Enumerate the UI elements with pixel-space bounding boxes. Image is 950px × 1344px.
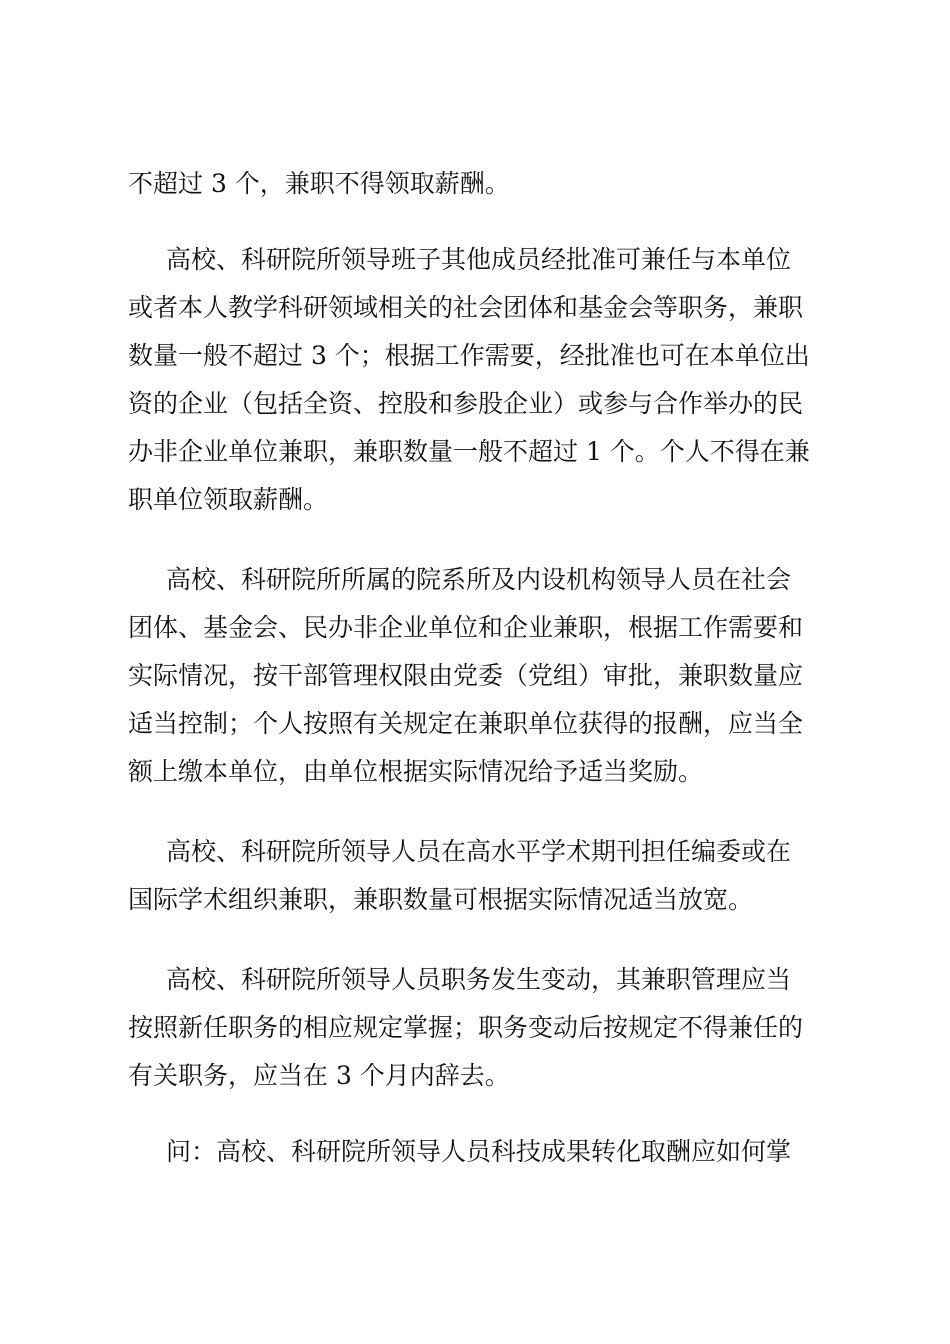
question-line: 问：高校、科研院所领导人员科技成果转化取酬应如何掌 xyxy=(166,1137,792,1166)
paragraph-first-line: 高校、科研院所领导班子其他成员经批准可兼任与本单位 xyxy=(166,245,792,274)
text-line: 职单位领取薪酬。 xyxy=(128,485,329,514)
paragraph-first-line: 高校、科研院所所属的院系所及内设机构领导人员在社会 xyxy=(166,565,792,594)
text-line: 数量一般不超过 3 个；根据工作需要，经批准也可在本单位出 xyxy=(128,341,810,370)
text-line: 资的企业（包括全资、控股和参股企业）或参与合作举办的民 xyxy=(128,389,804,418)
paragraph-first-line: 高校、科研院所领导人员职务发生变动，其兼职管理应当 xyxy=(166,965,792,994)
text-line: 办非企业单位兼职，兼职数量一般不超过 1 个。个人不得在兼 xyxy=(128,437,810,466)
paragraph-first-line: 高校、科研院所领导人员在高水平学术期刊担任编委或在 xyxy=(166,837,792,866)
text-line: 额上缴本单位，由单位根据实际情况给予适当奖励。 xyxy=(128,757,704,786)
text-line: 有关职务，应当在 3 个月内辞去。 xyxy=(128,1061,510,1090)
text-line: 按照新任职务的相应规定掌握；职务变动后按规定不得兼任的 xyxy=(128,1013,804,1042)
text-line: 团体、基金会、民办非企业单位和企业兼职，根据工作需要和 xyxy=(128,613,804,642)
text-line: 不超过 3 个，兼职不得领取薪酬。 xyxy=(128,169,510,198)
text-line: 国际学术组织兼职，兼职数量可根据实际情况适当放宽。 xyxy=(128,885,754,914)
text-line: 或者本人教学科研领域相关的社会团体和基金会等职务，兼职 xyxy=(128,293,804,322)
text-line: 实际情况，按干部管理权限由党委（党组）审批，兼职数量应 xyxy=(128,661,804,690)
text-line: 适当控制；个人按照有关规定在兼职单位获得的报酬，应当全 xyxy=(128,709,804,738)
